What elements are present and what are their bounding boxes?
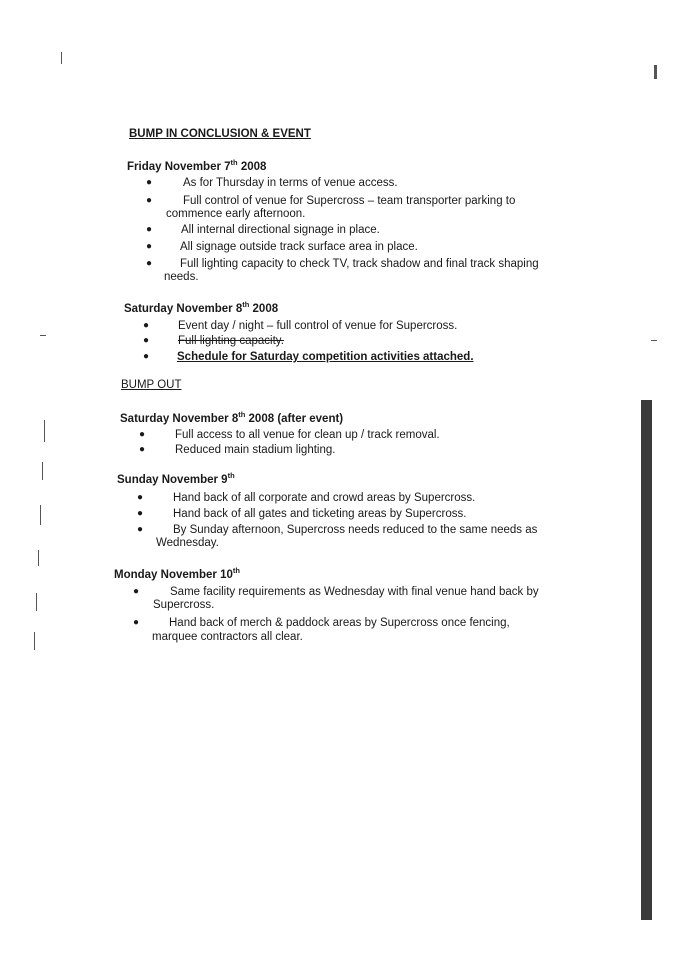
saturday-date-suffix: 2008: [249, 302, 279, 315]
saturday-after-date-suffix: 2008 (after event): [245, 412, 344, 425]
friday-item-5-continued: needs.: [164, 271, 199, 283]
friday-item-3: All internal directional signage in place.: [181, 224, 380, 236]
bullet-icon: ●: [133, 617, 140, 628]
bullet-icon: ●: [146, 224, 153, 235]
bullet-icon: ●: [137, 508, 144, 519]
bullet-icon: ●: [139, 444, 146, 455]
monday-item-1: Same facility requirements as Wednesday with final venue hand back by: [170, 586, 539, 598]
monday-item-1-continued: Supercross.: [153, 599, 215, 611]
monday-date-prefix: Monday November 10: [114, 568, 233, 581]
saturday-date-prefix: Saturday November 8: [124, 302, 243, 315]
friday-item-2: Full control of venue for Supercross – team transporter parking to: [183, 195, 516, 207]
bullet-icon: ●: [146, 258, 153, 269]
bump-in-heading: BUMP IN CONCLUSION & EVENT: [129, 128, 311, 140]
bump-out-saturday-item-2: Reduced main stadium lighting.: [175, 444, 336, 456]
bullet-icon: ●: [139, 429, 146, 440]
friday-item-4: All signage outside track surface area in place.: [180, 241, 418, 253]
saturday-date: [124, 300, 278, 315]
bump-out-saturday-item-1: Full access to all venue for clean up / track removal.: [175, 429, 440, 441]
friday-date-sup: th: [230, 158, 238, 167]
friday-item-2-continued: commence early afternoon.: [166, 208, 306, 220]
saturday-after-date-prefix: Saturday November 8: [120, 412, 239, 425]
bullet-icon: ●: [137, 492, 144, 503]
friday-date-prefix: Friday November 7: [127, 160, 231, 173]
friday-item-1: As for Thursday in terms of venue access.: [183, 177, 398, 189]
bullet-icon: ●: [146, 195, 153, 206]
scan-mark: [651, 340, 657, 341]
monday-item-2-continued: marquee contractors all clear.: [152, 631, 303, 643]
sunday-item-3: By Sunday afternoon, Supercross needs reduced to the same needs as: [173, 524, 538, 536]
bullet-icon: ●: [143, 320, 150, 331]
scan-mark: [61, 52, 62, 64]
sunday-date-prefix: Sunday November 9: [117, 473, 228, 486]
sunday-item-1: Hand back of all corporate and crowd areas by Supercross.: [173, 492, 476, 504]
saturday-date-sup: th: [242, 300, 250, 309]
scan-mark: [42, 462, 43, 480]
saturday-after-event-date: [120, 410, 343, 425]
friday-date-suffix: 2008: [237, 160, 267, 173]
bullet-icon: ●: [146, 241, 153, 252]
saturday-item-3: Schedule for Saturday competition activities attached.: [177, 351, 474, 363]
scan-edge-bar: [641, 400, 652, 920]
scan-mark: [40, 505, 41, 525]
friday-date: [127, 158, 266, 173]
scan-mark: [654, 65, 657, 79]
monday-date-sup: th: [232, 566, 240, 575]
scan-mark: [34, 632, 35, 650]
monday-date: [114, 566, 240, 581]
scan-mark: [44, 420, 45, 442]
sunday-date-sup: th: [227, 471, 235, 480]
sunday-date: [117, 471, 235, 486]
saturday-after-date-sup: th: [238, 410, 246, 419]
scan-mark: [36, 593, 37, 611]
bullet-icon: ●: [143, 335, 150, 346]
sunday-item-3-continued: Wednesday.: [156, 537, 219, 549]
saturday-item-2: Full lighting capacity.: [178, 335, 284, 347]
friday-item-5: Full lighting capacity to check TV, track shadow and final track shaping: [180, 258, 539, 270]
scan-mark: [40, 335, 46, 336]
bullet-icon: ●: [137, 524, 144, 535]
bump-out-heading: BUMP OUT: [121, 379, 182, 391]
bullet-icon: ●: [143, 351, 150, 362]
bullet-icon: ●: [133, 586, 140, 597]
monday-item-2: Hand back of merch & paddock areas by Supercross once fencing,: [169, 617, 510, 629]
sunday-item-2: Hand back of all gates and ticketing areas by Supercross.: [173, 508, 467, 520]
saturday-item-1: Event day / night – full control of venue for Supercross.: [178, 320, 458, 332]
bullet-icon: ●: [146, 177, 153, 188]
scan-mark: [38, 550, 39, 566]
